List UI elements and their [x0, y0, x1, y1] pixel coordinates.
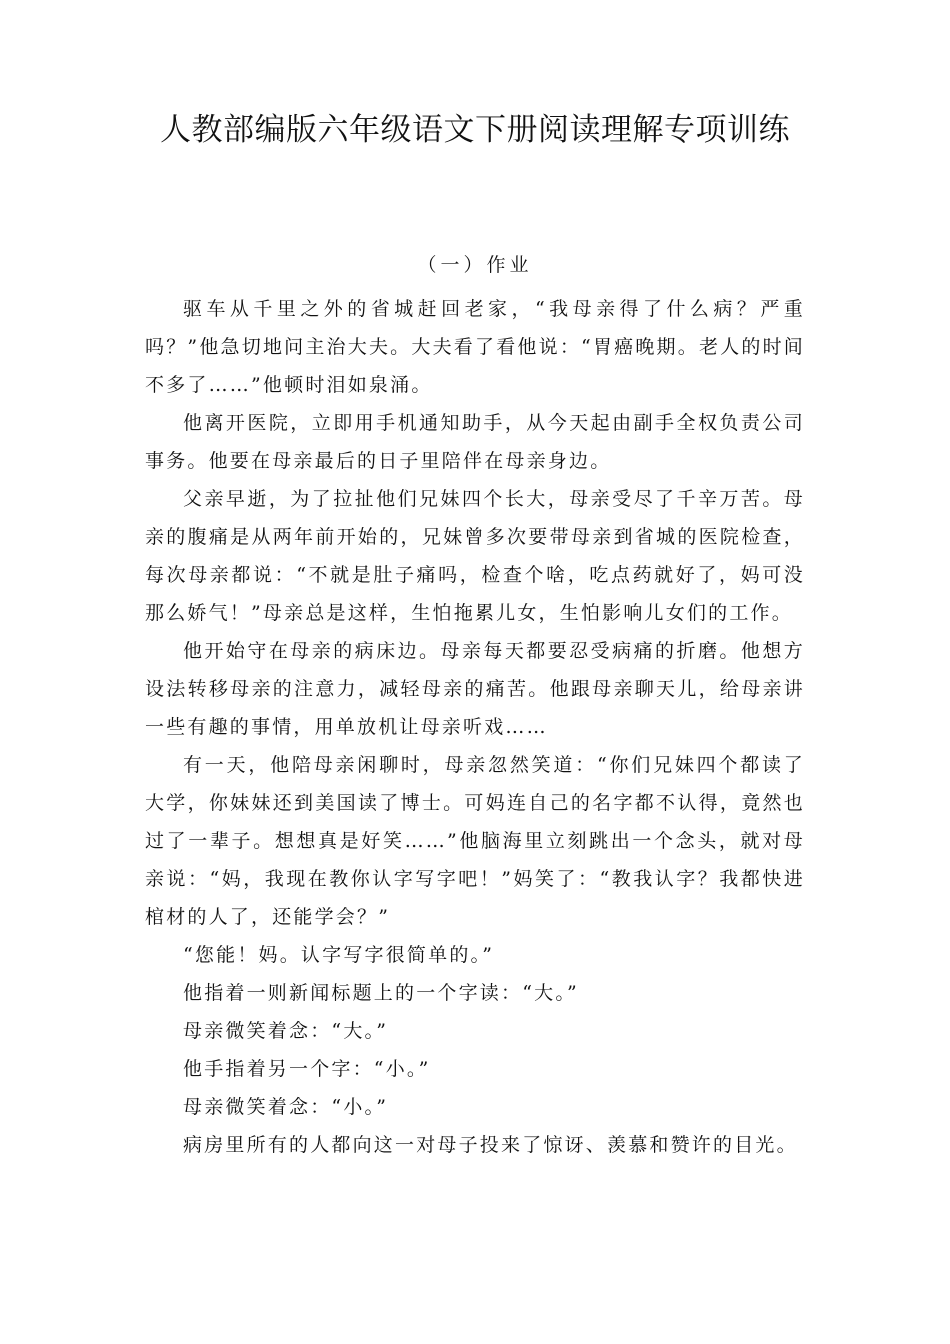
- paragraph: 他指着一则新闻标题上的一个字读：“大。”: [183, 982, 579, 1004]
- document-title: 人教部编版六年级语文下册阅读理解专项训练: [160, 112, 790, 148]
- paragraph: 他手指着另一个字：“小。”: [183, 1058, 431, 1080]
- paragraph: 有一天，他陪母亲闲聊时，母亲忽然笑道：“你们兄妹四个都读了大学，你妹妹还到美国读了博士。可妈连自己的名字都不认得，竟然也过了一辈子。想想真是好笑……”他脑海里立刻跳出一个念头，就对母亲说：“妈，我现在教你认字写字吧！”妈笑了：“教我认字？我都快进棺材的人了，还能学会？”: [145, 754, 805, 928]
- paragraph: 他离开医院，立即用手机通知助手，从今天起由副手全权负责公司事务。他要在母亲最后的日子里陪伴在母亲身边。: [145, 412, 805, 472]
- paragraph: 驱车从千里之外的省城赶回老家，“我母亲得了什么病？严重吗？”他急切地问主治大夫。大夫看了看他说：“胃癌晚期。老人的时间不多了……”他顿时泪如泉涌。: [145, 298, 805, 396]
- paragraph: 母亲微笑着念：“大。”: [183, 1020, 389, 1042]
- paragraph: “您能！妈。认字写字很简单的。”: [183, 944, 495, 966]
- paragraph: 母亲微笑着念：“小。”: [183, 1096, 389, 1118]
- section-heading: （一）作业: [417, 254, 533, 276]
- article-body: [145, 290, 805, 1164]
- paragraph: 他开始守在母亲的病床边。母亲每天都要忍受病痛的折磨。他想方设法转移母亲的注意力，减轻母亲的痛苦。他跟母亲聊天儿，给母亲讲一些有趣的事情，用单放机让母亲听戏……: [145, 640, 805, 738]
- paragraph: 父亲早逝，为了拉扯他们兄妹四个长大，母亲受尽了千辛万苦。母亲的腹痛是从两年前开始的，兄妹曾多次要带母亲到省城的医院检查，每次母亲都说：“不就是肚子痛吗，检查个啥，吃点药就好了，妈可没那么娇气！”母亲总是这样，生怕拖累儿女，生怕影响儿女们的工作。: [145, 488, 805, 624]
- paragraph: 病房里所有的人都向这一对母子投来了惊讶、羡慕和赞许的目光。: [183, 1134, 798, 1156]
